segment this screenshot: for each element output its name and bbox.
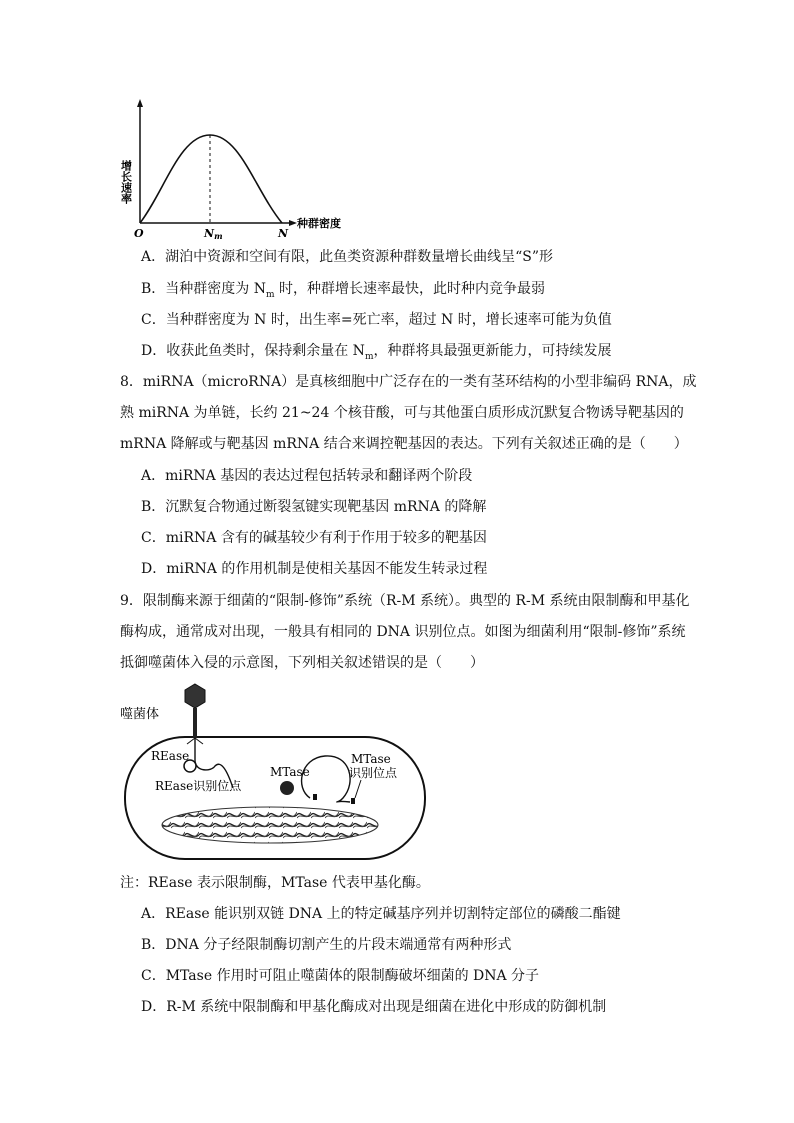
- rm-system-diagram: [115, 680, 435, 870]
- q8-stem-line1: 8．miRNA（microRNA）是真核细胞中广泛存在的一类有茎环结构的小型非编码 RNA，成: [120, 374, 697, 390]
- mtase-site-label: 识别位点: [349, 766, 398, 780]
- y-axis-label: 增长速率: [119, 160, 133, 204]
- q7-option-a: A．湖泊中资源和空间有限，此鱼类资源种群数量增长曲线呈“S”形: [141, 249, 554, 265]
- phage-icon: [185, 684, 205, 744]
- origin-label: O: [134, 227, 144, 240]
- q8-option-a: A．miRNA 基因的表达过程包括转录和翻译两个阶段: [141, 468, 473, 484]
- x-axis-label: 种群密度: [297, 217, 341, 230]
- growth-rate-chart: [110, 95, 370, 240]
- n-label: N: [278, 227, 289, 240]
- q8-stem-line2: 熟 miRNA 为单链，长约 21~24 个核苷酸，可与其他蛋白质形成沉默复合物诱导靶基因的: [120, 405, 684, 421]
- mtase-enzyme-icon: [280, 781, 294, 795]
- q8-option-d: D．miRNA 的作用机制是使相关基因不能发生转录过程: [141, 561, 488, 577]
- mtase-top-label: MTase: [351, 752, 391, 766]
- nm-label: Nm: [204, 227, 223, 240]
- phage-label: 噬菌体: [120, 707, 160, 722]
- y-axis-arrow-icon: [137, 99, 143, 107]
- bacterial-chromosome: [162, 807, 378, 843]
- q9-option-a: A．REase 能识别双链 DNA 上的特定碱基序列并切割特定部位的磷酸二酯键: [141, 906, 621, 922]
- q9-stem-line1: 9．限制酶来源于细菌的“限制-修饰”系统（R-M 系统）。典型的 R-M 系统由限制酶和甲基化: [120, 593, 690, 609]
- q9-stem-line2: 酶构成，通常成对出现，一般具有相同的 DNA 识别位点。如图为细菌利用“限制-修饰”系统: [120, 624, 686, 640]
- x-axis-arrow-icon: [289, 220, 297, 226]
- q7-option-c: C．当种群密度为 N 时，出生率=死亡率，超过 N 时，增长速率可能为负值: [141, 312, 612, 328]
- q8-option-b: B．沉默复合物通过断裂氢键实现靶基因 mRNA 的降解: [141, 499, 487, 515]
- q9-option-c: C．MTase 作用时可阻止噬菌体的限制酶破坏细菌的 DNA 分子: [141, 968, 540, 984]
- mtase-label: MTase: [270, 765, 310, 779]
- q8-option-c: C．miRNA 含有的碱基较少有利于作用于较多的靶基因: [141, 530, 487, 546]
- q8-stem-line3: mRNA 降解或与靶基因 mRNA 结合来调控靶基因的表达。下列有关叙述正确的是（ ）: [120, 436, 688, 452]
- methylation-mark-2: [351, 798, 355, 804]
- methylation-mark-1: [313, 794, 317, 800]
- q7-option-d: D．收获此鱼类时，保持剩余量在 $N_m$，种群将具最强更新能力，可持续发展: [141, 343, 612, 362]
- q9-option-b: B．DNA 分子经限制酶切割产生的片段末端通常有两种形式: [141, 937, 512, 953]
- q9-stem-line3: 抵御噬菌体入侵的示意图，下列相关叙述错误的是（ ）: [120, 655, 484, 671]
- growth-curve: [140, 135, 282, 223]
- rease-site-label: REase识别位点: [155, 779, 242, 793]
- q7-option-b: B．当种群密度为 $N_m$ 时，种群增长速率最快，此时种内竞争最弱: [141, 281, 545, 300]
- q9-note: 注：REase 表示限制酶，MTase 代表甲基化酶。: [120, 875, 430, 891]
- q9-option-d: D．R-M 系统中限制酶和甲基化酶成对出现是细菌在进化中形成的防御机制: [141, 999, 607, 1015]
- rease-label: REase: [151, 749, 190, 763]
